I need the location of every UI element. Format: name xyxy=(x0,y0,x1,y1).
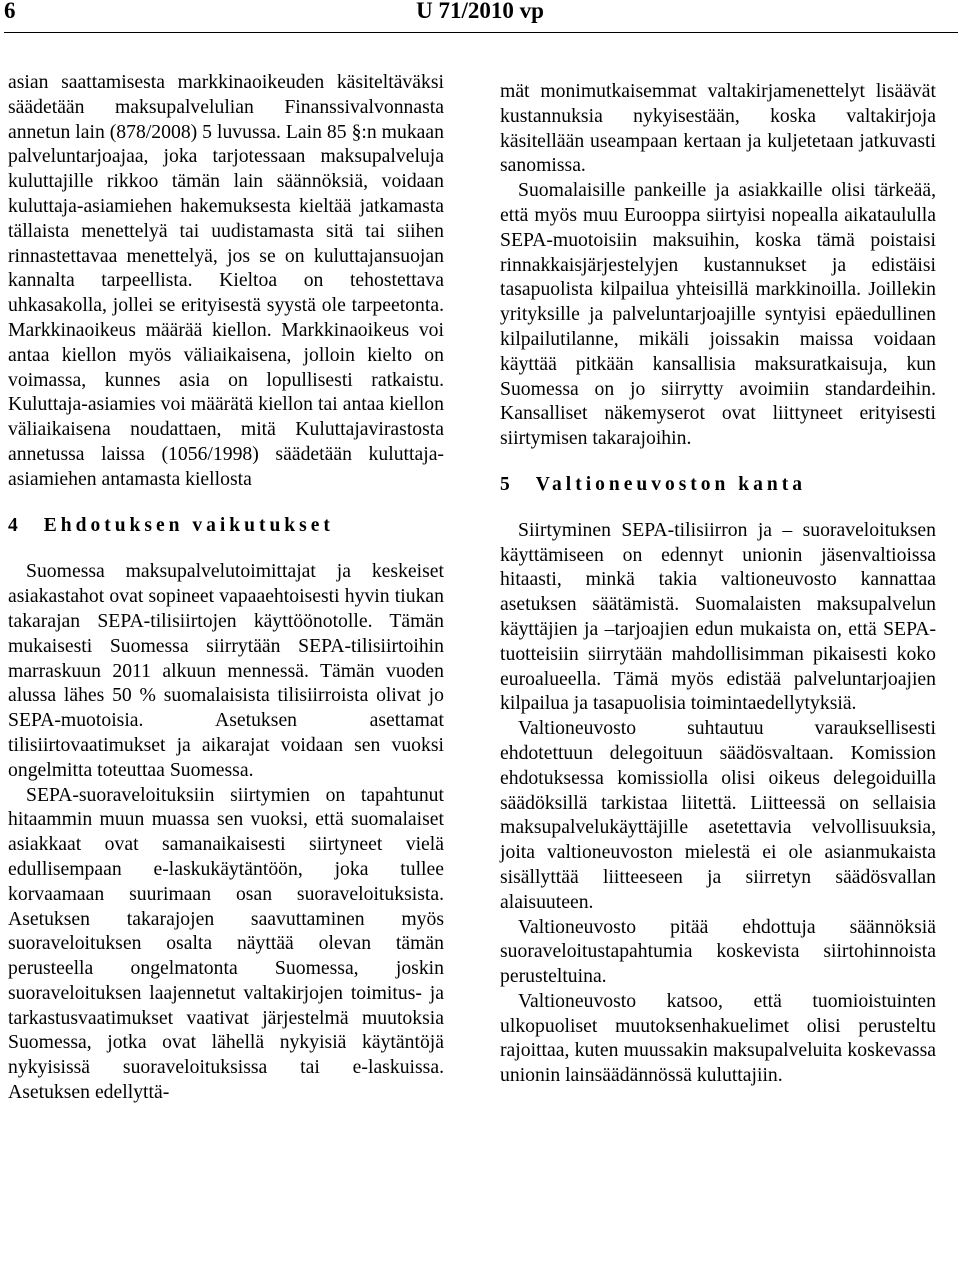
paragraph: Valtioneuvosto suhtautuu varauksellisesti ehdotettuun delegoituun säädösvaltaan. Komission ehdotuksessa komissiolla olisi oikeus delegoiduilla säädöksillä tarkistaa liitettä. Liitteessä on sellaisia maksupalvelukäyttäjille asetettavia velvollisuuksia, joita valtioneuvoston mielestä ei ole asianmukaista sisällyttää liitteeseen ja siirretyn säädösvallan alaisuuteen. xyxy=(500,717,936,913)
paragraph: mät monimutkaisemmat valtakirjamenettelyt lisäävät kustannuksia nykyisestään, koska valtakirjoja käsitellään useampaan kertaan ja kuljetetaan jatkuvasti sanomissa. xyxy=(500,80,936,177)
paragraph: Valtioneuvosto katsoo, että tuomioistuinten ulkopuoliset muutoksenhakuelimet olisi perusteltu rajoittaa, kuten muussakin maksupalveluita koskevassa unionin lainsäädännössä kuluttajiin. xyxy=(500,989,936,1087)
paragraph: SEPA-suoraveloituksiin siirtymien on tapahtunut hitaammin muun muassa sen vuoksi, että suomalaiset asiakkaat ovat samanaikaisesti siirtyneet vielä edullisempaan e-laskukäytäntöön, joka tullee korvaamaan suurimaan osan suoraveloituksista. Asetuksen takarajojen saavuttaminen myös suoraveloituksen osalta näyttää olevan tämän perusteella ongelmatonta Suomessa, joskin suoraveloituksen laajennetut valtakirjojen toimitus- ja tarkastusvaatimukset vaativat järjestelmä muutoksia Suomessa, jotka ovat lähellä nykyisiä käytäntöjä nykyisissä suoraveloituksissa tai e-laskuissa. Asetuksen edellyttä- xyxy=(8,783,444,1104)
header-rule xyxy=(4,32,958,33)
document-id: U 71/2010 vp xyxy=(416,0,544,23)
paragraph: Siirtyminen SEPA-tilisiirron ja – suoraveloituksen käyttämiseen on edennyt unionin jäsenvaltioissa hitaasti, minkä takia valtioneuvosto kannattaa asetuksen säätämistä. Suomalaisten maksupalvelun käyttäjien ja –tarjoajien edun mukaista on, että SEPA-tuotteisiin siirrytään mahdollisimman pikaisesti koko euroalueella. Tämä myös edistää palveluntarjoajien kilpailua ja tasapuolisia toimintaedellytyksiä. xyxy=(500,518,936,715)
section-title: Ehdotuksen vaikutukset xyxy=(43,514,334,536)
page-header xyxy=(0,0,960,36)
left-column xyxy=(8,70,444,1105)
page-number: 6 xyxy=(4,0,16,23)
paragraph: asian saattamisesta markkinaoikeuden käsiteltäväksi säädetään maksupalvelulian Finanssivalvonnasta annetun lain (878/2008) 5 luvussa. Lain 85 §:n mukaan palveluntarjoajaa, joka tarjotessaan maksupalveluja kuluttajille rikkoo tämän lain säännöksiä, voidaan kuluttaja-asiamiehen hakemuksesta kieltää jatkamasta tällaista menettelyä tai uudistamasta sitä tai siihen rinnastettavaa menettelyä, jos se on kuluttajansuojan kannalta tarpeellista. Kieltoa on tehostettava uhkasakolla, jollei se erityisestä syystä ole tarpeetonta. Markkinaoikeus määrää kiellon. Markkinaoikeus voi antaa kiellon myös väliaikaisena, jolloin kielto on voimassa, kunnes asia on lopullisesti ratkaistu. Kuluttaja-asiamies voi määrätä kiellon tai antaa kiellon väliaikaisena noudattaen, mitä Kuluttajavirastosta annetussa laissa (1056/1998) säädetään kuluttaja-asiamiehen antamasta kiellosta xyxy=(8,71,444,490)
paragraph: Valtioneuvosto pitää ehdottuja säännöksiä suoraveloitustapahtumia koskevista siirtohinnoista perusteltuina. xyxy=(500,915,936,988)
section-number: 5 xyxy=(500,473,510,495)
section-title: Valtioneuvoston kanta xyxy=(535,473,806,495)
paragraph: Suomessa maksupalvelutoimittajat ja keskeiset asiakastahot ovat sopineet vapaaehtoisesti hyvin tiukan takarajan SEPA-tilisiirtojen käyttöönotolle. Tämän mukaisesti Suomessa siirrytään SEPA-tilisiirtoihin marraskuun 2011 alkuun mennessä. Tämän vuoden alussa lähes 50 % suomalaisista tilisiirroista olivat jo SEPA-muotoisia. Asetuksen asettamat tilisiirtovaatimukset ja aikarajat voidaan sen vuoksi ongelmitta toteuttaa Suomessa. xyxy=(8,560,444,781)
section-heading-4 xyxy=(8,514,444,539)
section-heading-5 xyxy=(500,473,936,498)
right-column xyxy=(500,79,936,1088)
section-number: 4 xyxy=(8,514,18,536)
paragraph: Suomalaisille pankeille ja asiakkaille olisi tärkeää, että myös muu Eurooppa siirtyisi nopealla aikataululla SEPA-muotoisiin maksuihin, koska tämä poistaisi rinnakkaisjärjestelyjen kustannukset ja edistäisi tasapuolista kilpailua yhteisillä markkinoilla. Joillekin yrityksille ja palveluntarjoajille syntyisi epäedullinen kilpailutilanne, mikäli joissakin maissa voidaan käyttää pitkään kansallisia maksuratkaisuja, kun Suomessa on jo siirrytty avoimiin standardeihin. Kansalliset näkemyserot ovat liittyneet erityisesti siirtymisen takarajoihin. xyxy=(500,179,936,450)
